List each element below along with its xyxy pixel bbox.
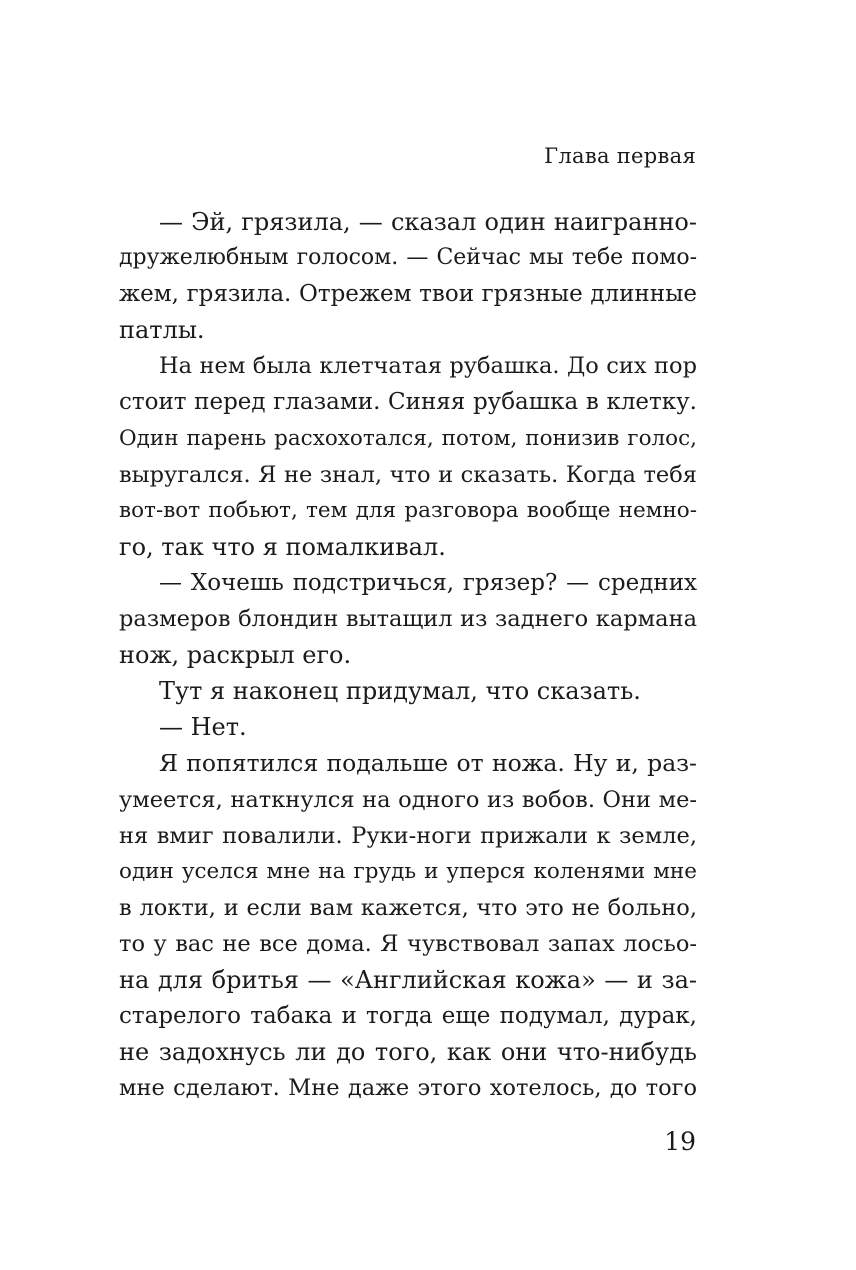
text-line: не задохнусь ли до того, как они что-нибудь [119, 1038, 697, 1067]
text-line: — Хочешь подстричься, грязер? — средних [159, 569, 697, 596]
text-line: размеров блондин вытащил из заднего кармана [119, 606, 697, 633]
text-line: Я попятился подальше от ножа. Ну и, раз- [159, 749, 697, 778]
text-line: ня вмиг повалили. Руки-ноги прижали к земле, [119, 822, 697, 849]
text-line: старелого табака и тогда еще подумал, дурак, [119, 1003, 697, 1030]
text-line: — Эй, грязила, — сказал один наигранно- [159, 208, 697, 236]
page-number: 19 [664, 1127, 696, 1156]
text-line: нож, раскрыл его. [119, 641, 352, 670]
body-text [119, 204, 697, 1106]
text-line: дружелюбным голосом. — Сейчас мы тебе помо- [119, 245, 697, 271]
text-line: в локти, и если вам кажется, что это не больно, [119, 894, 697, 921]
text-line: то у вас не все дома. Я чувствовал запах лосьо- [119, 930, 697, 957]
text-line: выругался. Я не знал, что и сказать. Когда тебя [119, 461, 697, 488]
text-line: на для бритья — «Английская кожа» — и за- [119, 965, 697, 994]
text-line: Один парень расхохотался, потом, понизив голос, [119, 425, 697, 451]
text-line: На нем была клетчатая рубашка. До сих пор [159, 353, 697, 380]
text-line: мне сделают. Мне даже этого хотелось, до того [119, 1075, 697, 1102]
text-line: один уселся мне на грудь и уперся коленями мне [119, 858, 697, 884]
text-line: патлы. [119, 316, 205, 345]
text-line: вот-вот побьют, тем для разговора вообще немно- [119, 497, 697, 523]
text-line: умеется, наткнулся на одного из вобов. Они ме- [119, 786, 697, 813]
text-line: — Нет. [159, 713, 247, 742]
text-line: Тут я наконец придумал, что сказать. [159, 677, 641, 706]
running-head: Глава первая [544, 144, 696, 168]
text-line: жем, грязила. Отрежем твои грязные длинные [119, 281, 697, 308]
text-line: го, так что я помалкивал. [119, 532, 446, 561]
text-line: стоит перед глазами. Синяя рубашка в клетку. [119, 389, 697, 416]
